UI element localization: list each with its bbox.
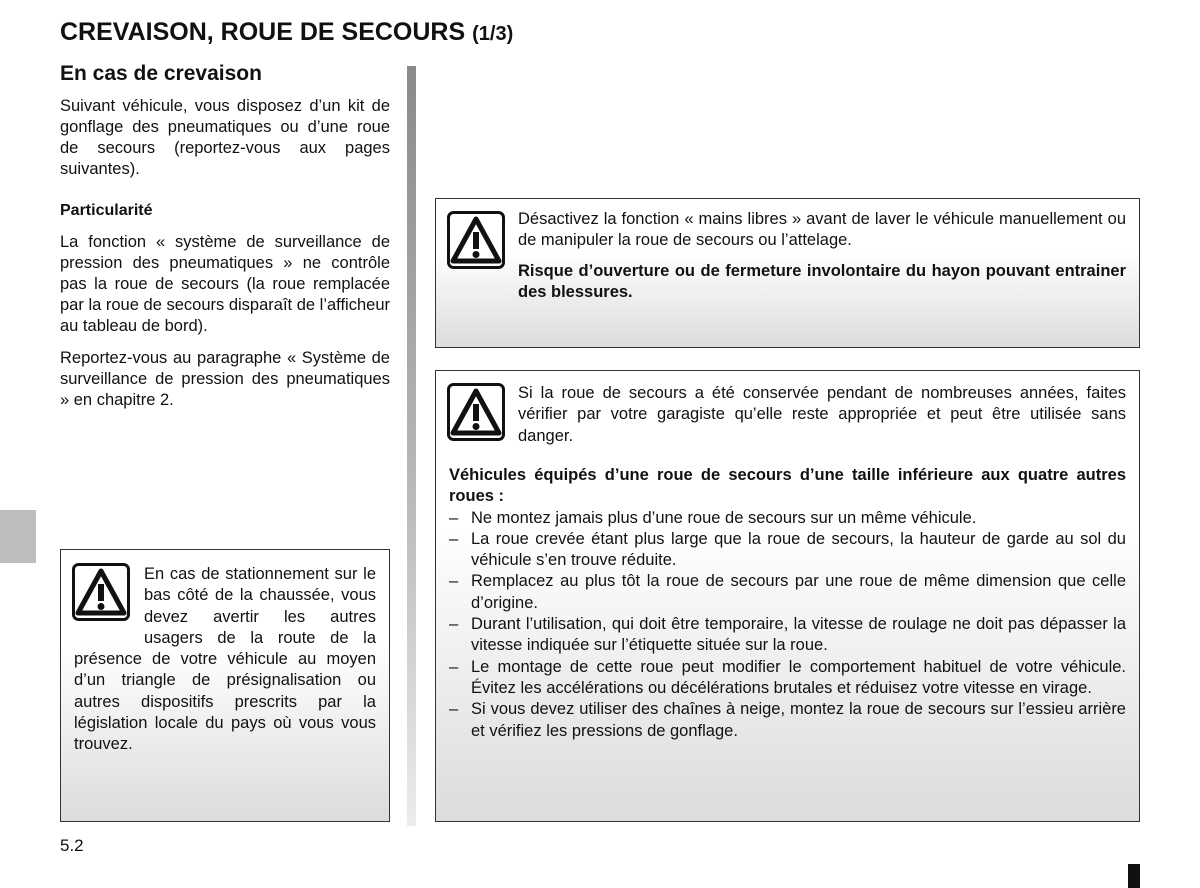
list-item: – Remplacez au plus tôt la roue de secours par une roue de même dimension que celle d’origine. bbox=[449, 571, 1126, 614]
list-item: – Durant l’utilisation, qui doit être temporaire, la vitesse de roulage ne doit pas dépasser la vitesse indiquée sur l’étiquette située sur la roue. bbox=[449, 614, 1126, 657]
hands-free-warning-box bbox=[435, 198, 1140, 348]
reference-paragraph: Reportez-vous au paragraphe « Système de surveillance de pression des pneumatiques » en chapitre 2. bbox=[60, 349, 390, 409]
parking-warning-box bbox=[60, 549, 390, 822]
page-title-part: (1/3) bbox=[472, 23, 514, 45]
subheading-particularite: Particularité bbox=[60, 202, 153, 219]
page-title bbox=[60, 18, 513, 47]
page-corner-marker bbox=[1128, 864, 1140, 888]
spare-wheel-warning-box bbox=[435, 370, 1140, 822]
smaller-spare-heading: Véhicules équipés d’une roue de secours d’une taille inférieure aux quatre autres roues : bbox=[449, 466, 1126, 506]
list-item: – La roue crevée étant plus large que la roue de secours, la hauteur de garde au sol du véhicule s’en trouve réduite. bbox=[449, 529, 1126, 572]
list-item: – Le montage de cette roue peut modifier le comportement habituel de votre véhicule. Évitez les accélérations ou décélérations brutales et réduisez votre vitesse en virage. bbox=[449, 657, 1126, 700]
particularite-paragraph: La fonction « système de surveillance de pression des pneumatiques » ne contrôle pas la roue de secours (la roue remplacée par la roue de secours disparaît de l’afficheur au tableau de bord). bbox=[60, 233, 390, 335]
section-heading: En cas de crevaison bbox=[60, 62, 262, 85]
spare-wheel-rules-list bbox=[449, 508, 1126, 742]
parking-warning-text: En cas de stationnement sur le bas côté de la chaussée, vous devez avertir les autres usagers de la route de la présence de votre véhicule au moyen d’un triangle de présignalisation ou autres dispositifs prescrits par la législation locale du pays où vous vous trouvez. bbox=[74, 565, 376, 754]
column-divider bbox=[407, 66, 416, 826]
page-title-text: CREVAISON, ROUE DE SECOURS bbox=[60, 18, 466, 46]
chapter-tab bbox=[0, 510, 36, 563]
list-item: – Si vous devez utiliser des chaînes à neige, montez la roue de secours sur l’essieu arrière et vérifiez les pressions de gonflage. bbox=[449, 699, 1126, 742]
hands-free-text: Désactivez la fonction « mains libres » avant de laver le véhicule manuellement ou de manipuler la roue de secours ou l’attelage. bbox=[518, 210, 1126, 250]
intro-paragraph: Suivant véhicule, vous disposez d’un kit de gonflage des pneumatiques ou d’une roue de secours (reportez-vous aux pages suivantes). bbox=[60, 97, 390, 178]
page-number: 5.2 bbox=[60, 836, 84, 855]
list-item: – Ne montez jamais plus d’une roue de secours sur un même véhicule. bbox=[449, 508, 1126, 529]
warning-triangle-icon bbox=[447, 211, 505, 269]
hands-free-risk-text: Risque d’ouverture ou de fermeture involontaire du hayon pouvant entrainer des blessures. bbox=[518, 261, 1126, 301]
spare-wheel-age-text: Si la roue de secours a été conservée pendant de nombreuses années, faites vérifier par votre garagiste qu’elle reste appropriée et peut être utilisée sans danger. bbox=[518, 384, 1126, 445]
left-column-text bbox=[60, 96, 390, 422]
warning-triangle-icon bbox=[447, 383, 505, 441]
